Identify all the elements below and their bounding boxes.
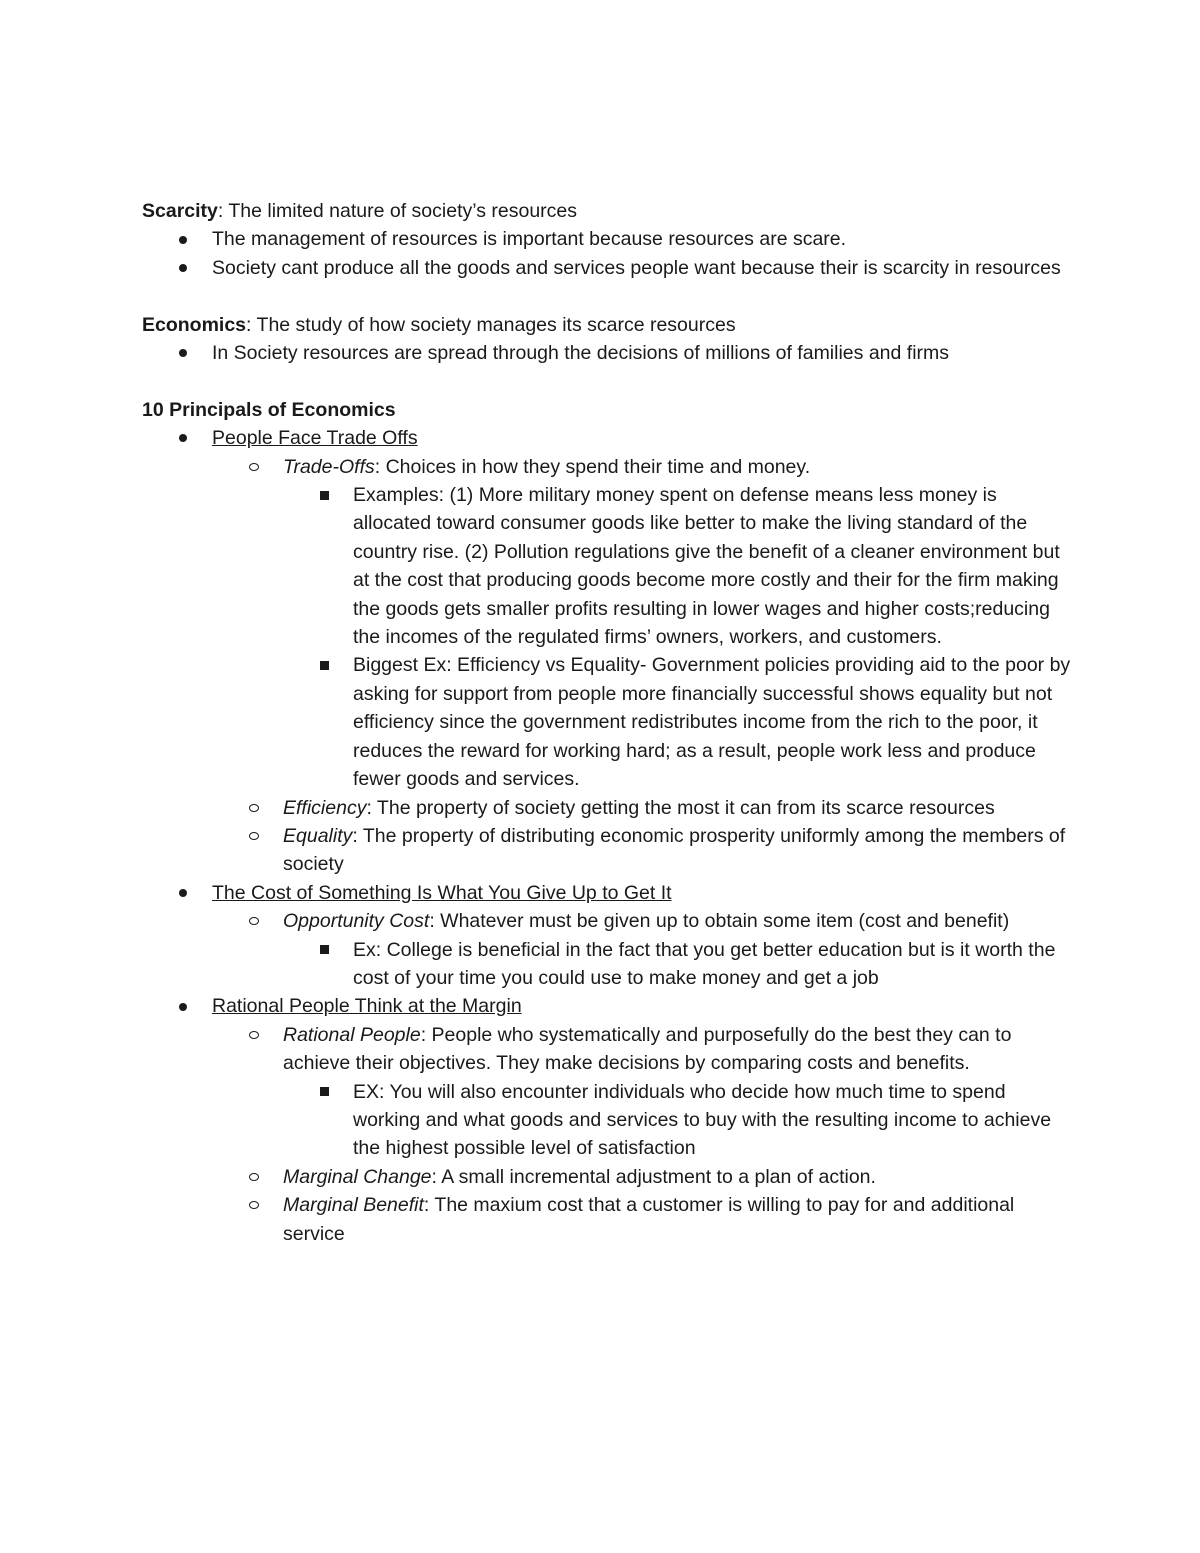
principle-title: Rational People Think at the Margin: [212, 995, 522, 1018]
bullet-dot-icon: [176, 992, 190, 1020]
economics-definition: [142, 311, 1072, 339]
principle-title: People Face Trade Offs: [212, 427, 418, 450]
spacer: [142, 367, 1072, 395]
list-item: Society cant produce all the goods and services people want because their is scarcity in resources: [142, 254, 1072, 282]
bullet-dot-icon: [176, 424, 190, 452]
scarcity-definition: [142, 197, 1072, 225]
principle-item: [142, 879, 1072, 907]
principle-item: [142, 992, 1072, 1020]
spacer: [142, 282, 1072, 310]
list-item: Marginal Change: A small incremental adjustment to a plan of action.: [142, 1163, 1072, 1191]
list-item: Efficiency: The property of society getting the most it can from its scarce resources: [142, 794, 1072, 822]
economics-list: [142, 339, 1072, 367]
list-item: Biggest Ex: Efficiency vs Equality- Government policies providing aid to the poor by asking for support from people more financially successful shows equality but not efficiency since the government redistributes income from the rich to the poor, it reduces the reward for working hard; as a result, people work less and produce fewer goods and services.: [142, 651, 1072, 793]
bullet-dot-icon: [176, 254, 190, 282]
list-item: Rational People: People who systematically and purposefully do the best they can to achieve their objectives. They make decisions by comparing costs and benefits.: [142, 1021, 1072, 1078]
scarcity-list: [142, 225, 1072, 282]
principles-list: [142, 424, 1072, 1248]
bullet-ring-icon: [247, 907, 261, 935]
list-item: Trade-Offs: Choices in how they spend their time and money.: [142, 453, 1072, 481]
bullet-dot-icon: [176, 339, 190, 367]
scarcity-term: Scarcity: [142, 200, 218, 222]
bullet-dot-icon: [176, 225, 190, 253]
bullet-square-icon: [317, 481, 331, 509]
bullet-square-icon: [317, 1078, 331, 1106]
list-item: Equality: The property of distributing economic prosperity uniformly among the members of society: [142, 822, 1072, 879]
notes-content: [142, 197, 1072, 1248]
bullet-ring-icon: [247, 1163, 261, 1191]
economics-def-text: : The study of how society manages its scarce resources: [246, 313, 736, 336]
bullet-square-icon: [317, 936, 331, 964]
list-item: Ex: College is beneficial in the fact that you get better education but is it worth the cost of your time you could use to make money and get a job: [142, 936, 1072, 993]
bullet-ring-icon: [247, 1191, 261, 1219]
bullet-ring-icon: [247, 453, 261, 481]
principle-title: The Cost of Something Is What You Give Up to Get It: [212, 881, 672, 904]
bullet-square-icon: [317, 651, 331, 679]
list-item: The management of resources is important because resources are scare.: [142, 225, 1072, 253]
list-item: Marginal Benefit: The maxium cost that a customer is willing to pay for and additional service: [142, 1191, 1072, 1248]
scarcity-def-text: : The limited nature of society’s resources: [217, 200, 578, 222]
list-item: Examples: (1) More military money spent on defense means less money is allocated toward consumer goods like better to make the living standard of the country rise. (2) Pollution regulations give the benefit of a cleaner environment but at the cost that producing goods become more costly and their for the firm making the goods gets smaller profits resulting in lower wages and higher costs;reducing the incomes of the regulated firms’ owners, workers, and customers.: [142, 481, 1072, 651]
list-item: Opportunity Cost: Whatever must be given up to obtain some item (cost and benefit): [142, 907, 1072, 935]
bullet-ring-icon: [247, 1021, 261, 1049]
bullet-dot-icon: [176, 879, 190, 907]
principle-item: [142, 424, 1072, 452]
list-item: EX: You will also encounter individuals who decide how much time to spend working and what goods and services to buy with the resulting income to achieve the highest possible level of satisfaction: [142, 1078, 1072, 1163]
principles-heading: 10 Principals of Economics: [142, 398, 396, 421]
economics-term: Economics: [142, 313, 247, 336]
bullet-ring-icon: [247, 822, 261, 850]
list-item: In Society resources are spread through the decisions of millions of families and firms: [142, 339, 1072, 367]
bullet-ring-icon: [247, 794, 261, 822]
